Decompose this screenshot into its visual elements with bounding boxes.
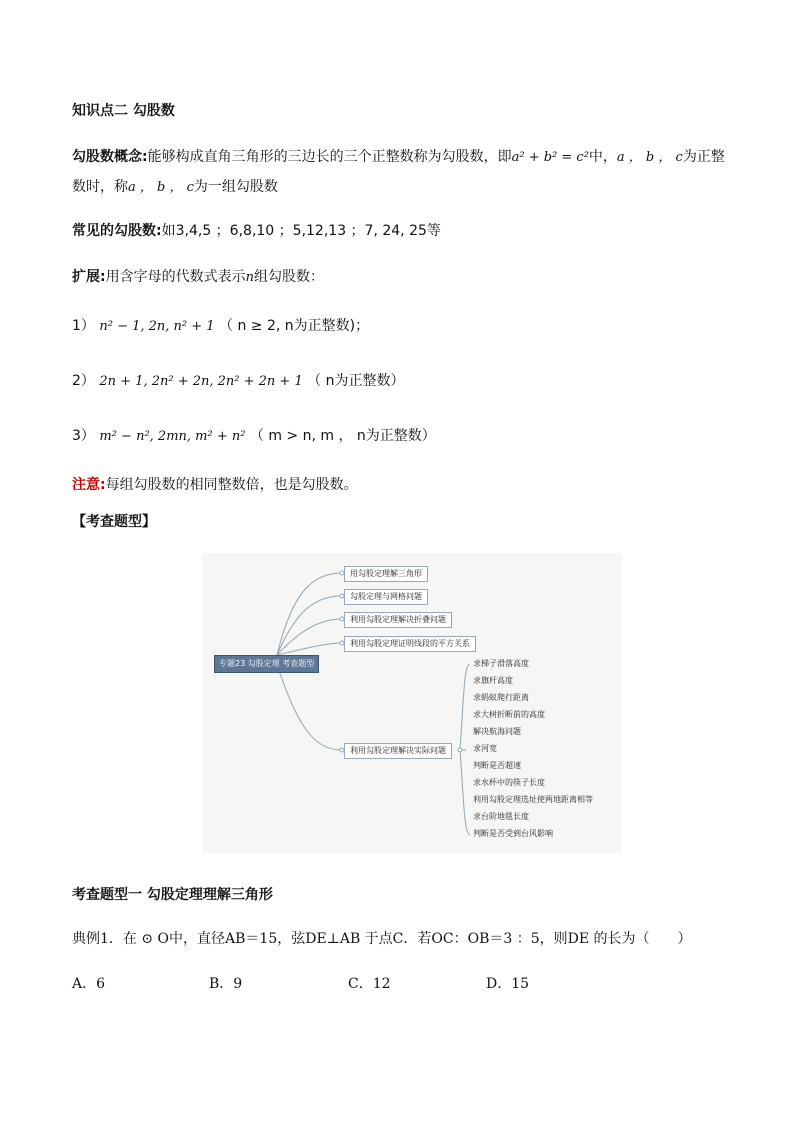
expand-label: 扩展:	[72, 269, 106, 285]
mind-map-leaf: 求蚂蚁爬行距离	[473, 693, 529, 702]
connector-leaf-spine-low	[460, 750, 470, 835]
note-label: 注意:	[72, 477, 106, 493]
concept-vars: a ， b ， c	[616, 150, 683, 165]
concept-label: 勾股数概念:	[72, 149, 148, 165]
mind-map-leaf: 求水杯中的筷子长度	[473, 778, 545, 787]
formula-cond: （ n ≥ 2, n为正整数)；	[219, 318, 370, 334]
formula-2	[72, 372, 405, 391]
formula-num: 3）	[72, 428, 95, 444]
formula-expr: n² − 1, 2n, n² + 1	[99, 319, 215, 334]
common-line	[72, 222, 441, 240]
example-question: 典例1．在 ⊙ O中，直径AB＝15，弦DE⊥AB 于点C．若OC：OB＝3 ：5，则DE 的长为（ ）	[72, 931, 692, 947]
concept-line-1	[72, 148, 725, 167]
mind-map-branch: 利用勾股定理解决实际问题	[344, 743, 452, 759]
formula-num: 2）	[72, 373, 95, 389]
mind-map-leaf: 判断是否受到台风影响	[473, 829, 553, 838]
concept-line2-vars: a ， b ， c	[128, 180, 194, 195]
option-c[interactable]: C．12	[348, 976, 391, 992]
note-line	[72, 476, 358, 494]
option-a[interactable]: A．6	[72, 976, 106, 992]
connector-branch-5	[277, 665, 342, 750]
connector-leaf-spine	[460, 664, 470, 750]
section-title: 知识点二 勾股数	[72, 103, 175, 119]
option-b[interactable]: B．9	[209, 976, 243, 992]
mind-map-leaf: 判断是否超速	[473, 761, 521, 770]
mind-map-branch: 勾股定理与网格问题	[344, 589, 428, 605]
option-d[interactable]: D．15	[486, 976, 530, 992]
mind-map-leaf: 求大树折断前的高度	[473, 710, 545, 719]
mind-map-root: 专题23 勾股定理 考查题型	[214, 655, 319, 673]
concept-formula: a² + b² = c²	[511, 150, 589, 165]
mind-map-leaf: 求旗杆高度	[473, 676, 513, 685]
concept-line2-a: 数时，称	[72, 179, 128, 195]
mind-map-branch: 利用勾股定理证明线段的平方关系	[344, 636, 476, 652]
concept-line-2	[72, 178, 278, 197]
concept-line2-b: 为一组勾股数	[193, 179, 278, 195]
formula-3	[72, 427, 436, 446]
mind-map-leaf: 求梯子滑落高度	[473, 659, 529, 668]
expand-text-1: 用含字母的代数式表示	[105, 269, 246, 285]
common-label: 常见的勾股数:	[72, 223, 162, 239]
type1-title: 考查题型一 勾股定理理解三角形	[72, 887, 273, 903]
expand-var: n	[245, 270, 254, 285]
mind-map-leaf: 求台阶地毯长度	[473, 812, 529, 821]
formula-expr: 2n + 1, 2n² + 2n, 2n² + 2n + 1	[99, 374, 303, 389]
formula-1	[72, 317, 369, 336]
mind-map-branch: 利用勾股定理解决折叠问题	[344, 612, 452, 628]
concept-text-2: 中，	[588, 149, 617, 165]
mind-map-leaf: 利用勾股定理选址使两地距离相等	[473, 795, 593, 804]
concept-text-1: 能够构成直角三角形的三边长的三个正整数称为勾股数，即	[147, 149, 512, 165]
formula-expr: m² − n², 2mn, m² + n²	[99, 429, 246, 444]
connector-branch-1	[277, 573, 342, 655]
mind-map-branch: 用勾股定理解三角形	[344, 566, 428, 582]
formula-num: 1）	[72, 318, 95, 334]
expand-text-2: 组勾股数：	[253, 269, 324, 285]
expand-dot-icon	[458, 748, 462, 752]
expand-line	[72, 268, 324, 287]
mind-map-leaf: 解决航海问题	[473, 727, 521, 736]
mind-map	[202, 553, 622, 853]
formula-cond: （ n为正整数）	[307, 373, 405, 389]
mind-map-leaf: 求河宽	[473, 744, 497, 753]
formula-cond: （ m > n, m ， n为正整数）	[249, 428, 436, 444]
common-text: 如3,4,5 ；6,8,10 ；5,12,13 ；7, 24, 25等	[161, 223, 441, 239]
connector-branch-3	[277, 619, 342, 655]
kaocha-title: 【考查题型】	[72, 514, 156, 530]
concept-text-3: 为正整	[682, 149, 725, 165]
note-text: 每组勾股数的相同整数倍，也是勾股数。	[105, 477, 358, 493]
connector-branch-2	[277, 596, 342, 655]
